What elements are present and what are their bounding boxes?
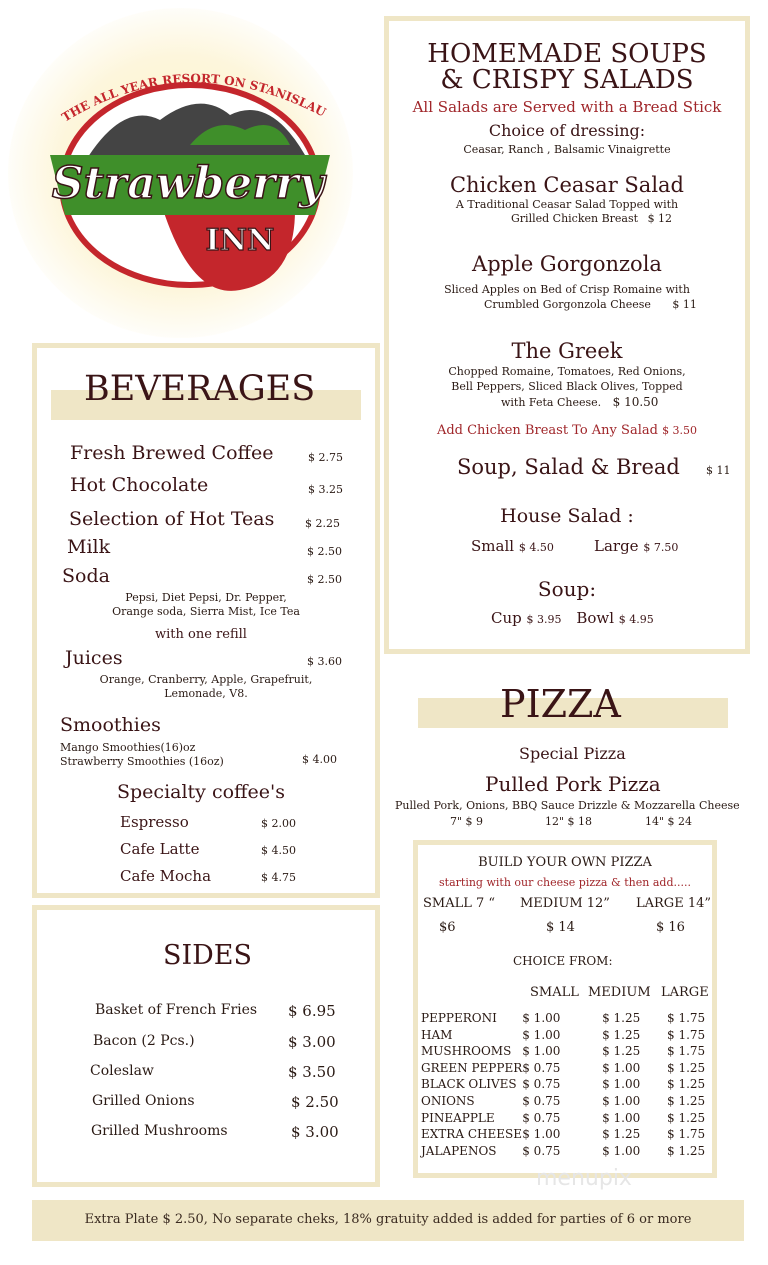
build-title: BUILD YOUR OWN PIZZA xyxy=(478,855,652,870)
topping-medium-price: $ 1.00 xyxy=(602,1060,641,1075)
salad-name: Chicken Ceasar Salad xyxy=(449,173,685,197)
logo-inn: INN xyxy=(205,223,275,258)
soups-salads-panel xyxy=(384,16,750,654)
topping-row xyxy=(421,1110,712,1127)
topping-large-price: $ 1.75 xyxy=(667,1027,706,1042)
strawberry-inn-logo xyxy=(40,60,340,310)
beverage-price: $ 4.00 xyxy=(302,753,337,766)
beverage-name: Selection of Hot Teas xyxy=(69,508,275,530)
col-large: LARGE xyxy=(661,985,709,1000)
topping-row xyxy=(421,1093,712,1110)
soup-title: Soup: xyxy=(537,577,597,601)
coffee-price: $ 4.75 xyxy=(261,871,296,884)
size-small: SMALL 7 “ xyxy=(423,896,496,911)
size-small-price: $6 xyxy=(439,920,456,935)
build-your-own-panel xyxy=(413,840,717,1178)
topping-name: HAM xyxy=(421,1027,453,1042)
salad-desc: Crumbled Gorgonzola Cheese xyxy=(484,298,651,311)
side-name: Coleslaw xyxy=(90,1063,154,1079)
refill: with one refill xyxy=(155,627,247,642)
topping-row xyxy=(421,1043,712,1060)
smoothies-desc: Strawberry Smoothies (16oz) xyxy=(60,755,224,768)
beverage-name: Hot Chocolate xyxy=(70,474,209,496)
beverage-price: $ 2.50 xyxy=(307,545,342,558)
topping-name: GREEN PEPPER xyxy=(421,1060,523,1075)
soup-salad-price: $ 11 xyxy=(706,464,731,477)
juices-desc: Orange, Cranberry, Apple, Grapefruit, xyxy=(99,673,313,686)
large-price: $ 7.50 xyxy=(643,541,679,554)
svg-text:THE ALL YEAR RESORT ON STANISL: THE ALL YEAR RESORT ON STANISLAU xyxy=(59,71,329,125)
large-label: Large xyxy=(594,537,639,555)
topping-medium-price: $ 1.00 xyxy=(602,1077,641,1092)
salad-price: $ 11 xyxy=(672,298,697,311)
beverage-name: Milk xyxy=(67,536,111,558)
salad-desc: A Traditional Ceasar Salad Topped with xyxy=(455,198,679,211)
special-pizza: Special Pizza xyxy=(519,744,626,763)
topping-large-price: $ 1.25 xyxy=(667,1093,706,1108)
salad-name: Apple Gorgonzola xyxy=(472,252,662,276)
salad-desc: Grilled Chicken Breast xyxy=(511,212,639,225)
topping-large-price: $ 1.25 xyxy=(667,1110,706,1125)
specialty-title: Specialty coffee's xyxy=(117,781,285,803)
side-name: Bacon (2 Pcs.) xyxy=(93,1033,195,1049)
pulled-pork-desc: Pulled Pork, Onions, BBQ Sauce Drizzle & Mozzarella Cheese xyxy=(395,799,740,812)
topping-name: ONIONS xyxy=(421,1093,475,1108)
topping-small-price: $ 0.75 xyxy=(522,1093,561,1108)
beverage-price: $ 3.60 xyxy=(307,655,342,668)
beverage-name: Juices xyxy=(65,647,123,669)
topping-name: EXTRA CHEESE xyxy=(421,1127,522,1142)
soup-salad-bread: Soup, Salad & Bread xyxy=(457,455,680,479)
pizza-size-7: 7" $ 9 xyxy=(450,815,484,828)
beverage-price: $ 2.50 xyxy=(307,573,342,586)
sides-title: SIDES xyxy=(163,940,253,971)
col-medium: MEDIUM xyxy=(588,985,651,1000)
topping-row xyxy=(421,1126,712,1143)
small-label: Small xyxy=(471,537,515,555)
salad-price: $ 10.50 xyxy=(612,395,659,409)
topping-small-price: $ 1.00 xyxy=(522,1127,561,1142)
beverage-price: $ 2.75 xyxy=(308,451,343,464)
side-price: $ 3.50 xyxy=(288,1063,336,1081)
pizza-size-12: 12" $ 18 xyxy=(545,815,593,828)
topping-large-price: $ 1.75 xyxy=(667,1127,706,1142)
coffee-price: $ 4.50 xyxy=(261,844,296,857)
topping-medium-price: $ 1.25 xyxy=(602,1011,641,1025)
side-name: Grilled Mushrooms xyxy=(91,1123,228,1139)
soups-title-1: HOMEMADE SOUPS xyxy=(427,39,707,69)
side-price: $ 3.00 xyxy=(288,1033,336,1051)
bowl-price: $ 4.95 xyxy=(618,613,654,626)
side-price: $ 2.50 xyxy=(291,1093,339,1111)
salad-desc: Chopped Romaine, Tomatoes, Red Onions, xyxy=(448,365,686,378)
side-price: $ 3.00 xyxy=(291,1123,339,1141)
coffee-name: Espresso xyxy=(120,813,189,831)
topping-medium-price: $ 1.25 xyxy=(602,1127,641,1142)
topping-row xyxy=(421,1010,712,1027)
coffee-name: Cafe Latte xyxy=(120,840,200,858)
topping-row xyxy=(421,1060,712,1077)
topping-name: JALAPENOS xyxy=(421,1143,497,1158)
beverage-price: $ 2.25 xyxy=(305,517,340,530)
topping-small-price: $ 0.75 xyxy=(522,1143,561,1158)
pizza-size-14: 14" $ 24 xyxy=(645,815,693,828)
soda-desc: Orange soda, Sierra Mist, Ice Tea xyxy=(112,605,300,618)
smoothies-desc: Mango Smoothies(16)oz xyxy=(60,741,196,754)
sides-panel xyxy=(32,905,380,1187)
beverage-name: Soda xyxy=(62,565,110,587)
side-name: Grilled Onions xyxy=(92,1093,195,1109)
beverages-title: BEVERAGES xyxy=(84,369,316,409)
topping-large-price: $ 1.75 xyxy=(667,1011,706,1025)
topping-name: PEPPERONI xyxy=(421,1011,497,1025)
salad-desc: with Feta Cheese. xyxy=(501,396,602,409)
add-chicken-price: $ 3.50 xyxy=(662,424,698,437)
beverages-panel xyxy=(32,343,380,898)
size-medium-price: $ 14 xyxy=(546,920,575,935)
topping-medium-price: $ 1.25 xyxy=(602,1027,641,1042)
beverage-price: $ 3.25 xyxy=(308,483,343,496)
topping-large-price: $ 1.25 xyxy=(667,1143,706,1158)
topping-large-price: $ 1.25 xyxy=(667,1060,706,1075)
topping-row xyxy=(421,1143,712,1160)
beverage-name: Fresh Brewed Coffee xyxy=(70,442,274,464)
beverage-name: Smoothies xyxy=(60,714,161,736)
footer-text: Extra Plate $ 2.50, No separate cheks, 18% gratuity added is added for parties of 6 or more xyxy=(84,1212,692,1227)
topping-small-price: $ 1.00 xyxy=(522,1011,561,1025)
soups-title-2: & CRISPY SALADS xyxy=(440,65,694,95)
dressing-list: Ceasar, Ranch , Balsamic Vinaigrette xyxy=(463,143,671,156)
cup-price: $ 3.95 xyxy=(526,613,562,626)
logo-name: Strawberry xyxy=(51,158,325,209)
soups-subtitle: All Salads are Served with a Bread Stick xyxy=(412,98,722,116)
coffee-name: Cafe Mocha xyxy=(120,867,212,885)
bowl-label: Bowl xyxy=(576,609,615,627)
topping-small-price: $ 0.75 xyxy=(522,1060,561,1075)
topping-small-price: $ 1.00 xyxy=(522,1044,561,1059)
topping-small-price: $ 1.00 xyxy=(522,1027,561,1042)
soda-desc: Pepsi, Diet Pepsi, Dr. Pepper, xyxy=(125,591,287,604)
topping-name: BLACK OLIVES xyxy=(421,1077,517,1092)
size-large-price: $ 16 xyxy=(656,920,685,935)
build-subtitle: starting with our cheese pizza & then add..... xyxy=(439,876,691,889)
size-large: LARGE 14” xyxy=(636,896,712,911)
juices-desc: Lemonade, V8. xyxy=(164,687,248,700)
col-small: SMALL xyxy=(530,985,579,1000)
topping-small-price: $ 0.75 xyxy=(522,1077,561,1092)
small-price: $ 4.50 xyxy=(518,541,554,554)
topping-medium-price: $ 1.00 xyxy=(602,1110,641,1125)
topping-large-price: $ 1.75 xyxy=(667,1044,706,1059)
coffee-price: $ 2.00 xyxy=(261,817,296,830)
salad-desc: Sliced Apples on Bed of Crisp Romaine with xyxy=(444,283,690,296)
size-medium: MEDIUM 12” xyxy=(520,896,610,911)
topping-row xyxy=(421,1076,712,1093)
side-name: Basket of French Fries xyxy=(95,1002,258,1018)
choice-from: CHOICE FROM: xyxy=(513,954,613,968)
topping-medium-price: $ 1.00 xyxy=(602,1093,641,1108)
pizza-title: PIZZA xyxy=(500,682,621,726)
salad-price: $ 12 xyxy=(647,212,673,225)
cup-label: Cup xyxy=(491,609,522,627)
side-price: $ 6.95 xyxy=(288,1002,336,1020)
dressing-title: Choice of dressing: xyxy=(488,121,646,140)
topping-small-price: $ 0.75 xyxy=(522,1110,561,1125)
topping-name: MUSHROOMS xyxy=(421,1044,512,1059)
house-salad: House Salad : xyxy=(500,505,634,527)
topping-name: PINEAPPLE xyxy=(421,1110,495,1125)
topping-row xyxy=(421,1027,712,1044)
salad-name: The Greek xyxy=(511,339,623,363)
menupix-watermark: menupix xyxy=(536,1166,632,1191)
add-chicken: Add Chicken Breast To Any Salad xyxy=(436,423,658,438)
salad-desc: Bell Peppers, Sliced Black Olives, Topped xyxy=(451,380,683,393)
pulled-pork-pizza: Pulled Pork Pizza xyxy=(485,772,661,796)
topping-medium-price: $ 1.25 xyxy=(602,1044,641,1059)
topping-large-price: $ 1.25 xyxy=(667,1077,706,1092)
topping-medium-price: $ 1.00 xyxy=(602,1143,641,1158)
toppings-table xyxy=(421,1010,712,1159)
